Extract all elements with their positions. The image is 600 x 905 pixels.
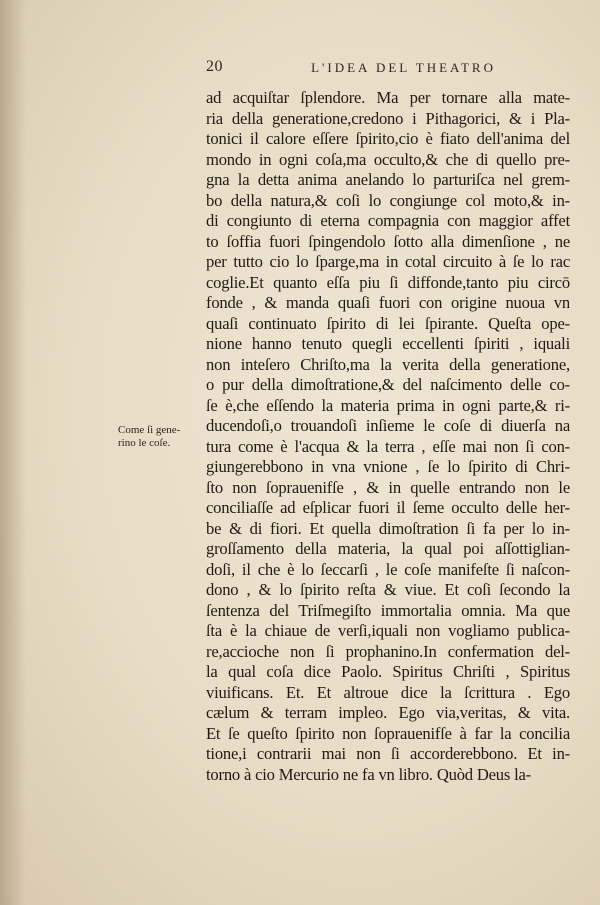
text-line: per tutto cio lo ſparge,ma in cotal circuito à ſe lo rac bbox=[206, 252, 570, 271]
text-line: bo della natura,& coſi lo congiunge col moto,& in- bbox=[206, 190, 570, 210]
text-line: Et ſe queſto ſpirito non ſoprauenifſe à far la concilia bbox=[206, 723, 570, 743]
text-line: groſſamento della materia, la qual poi aſſottiglian- bbox=[206, 539, 570, 558]
text-line: coglie.Et quanto eſſa piu ſi diffonde,tanto piu circō bbox=[206, 272, 570, 292]
text-line: di congiunto di eterna compagnia con maggior affet bbox=[206, 211, 570, 230]
text-line: ſentenza del Triſmegiſto immortalia omnia. Ma que bbox=[206, 600, 570, 620]
text-line: ſta è la chiaue de verſi,iquali non vogliamo publica- bbox=[206, 621, 570, 640]
text-line: cælum & terram impleo. Ego via,veritas, & vita. bbox=[206, 703, 570, 722]
text-line: o pur della dimoſtratione,& del naſcimento delle co- bbox=[206, 375, 570, 394]
text-line: dono , & lo ſpirito reſta & viue. Et coſi ſecondo la bbox=[206, 580, 570, 599]
page-number: 20 bbox=[206, 58, 223, 75]
gutter-shadow bbox=[0, 0, 26, 905]
margin-note bbox=[118, 424, 202, 450]
text-line: torno à cio Mercurio ne fa vn libro. Quòd Deus la- bbox=[206, 764, 532, 784]
text-line: conciliaſſe ad eſplicar fuori il ſeme occulto delle her- bbox=[206, 498, 570, 517]
text-line: re,accioche non ſi prophanino.In confermation del- bbox=[206, 641, 570, 661]
text-line: tione,i contrarii mai non ſi accorderebbono. Et in- bbox=[206, 744, 570, 763]
text-line: ad acquiſtar ſplendore. Ma per tornare alla mate- bbox=[206, 88, 570, 107]
text-line: tura come è l'acqua & la terra , eſſe mai non ſi con- bbox=[206, 436, 570, 456]
text-line: be & di fiori. Et quella dimoſtration ſi fa per lo in- bbox=[206, 518, 570, 538]
text-line: mondo in ogni coſa,ma occulto,& che di quello pre- bbox=[206, 149, 570, 169]
text-line: non inteſero Chriſto,ma la verita della generatione, bbox=[206, 354, 570, 374]
text-line: ſto non ſoprauenifſe , & in quelle entrando non le bbox=[206, 477, 570, 497]
text-line: viuificans. Et. Et altroue dice la ſcrittura . Ego bbox=[206, 682, 570, 702]
margin-note-line: rino le coſe. bbox=[118, 437, 171, 449]
text-line: la qual coſa dice Paolo. Spiritus Chriſti , Spiritus bbox=[206, 662, 570, 681]
text-line: ducendoſi,o trouandoſi inſieme le coſe di diuerſa na bbox=[206, 416, 570, 435]
text-line: doſi, il che è lo ſeccarſi , le coſe manifeſte ſi naſcon- bbox=[206, 559, 570, 579]
text-line: giungerebbono in vna vnione , ſe lo ſpirito di Chri- bbox=[206, 457, 570, 476]
text-line: to ſoffia fuori ſpingendolo ſotto alla dimenſione , ne bbox=[206, 231, 570, 251]
page-header bbox=[206, 58, 496, 82]
text-line: tonici il calore eſſere ſpirito,cio è fiato dell'anima del bbox=[206, 129, 570, 148]
running-title: L'IDEA DEL THEATRO bbox=[311, 60, 496, 75]
text-line: ſe è,che eſſendo la materia prima in ogni parte,& ri- bbox=[206, 395, 570, 415]
text-line: ria della generatione,credono i Pithagorici, & i Pla- bbox=[206, 108, 570, 128]
text-line: nione hanno tenuto quegli eccellenti ſpiriti , iquali bbox=[206, 334, 570, 353]
text-line: fonde , & manda quaſi fuori con origine nuoua vn bbox=[206, 293, 570, 312]
text-line: quaſi continuato ſpirito di lei ſpirante. Queſta ope- bbox=[206, 313, 570, 333]
margin-note-line: Come ſi gene- bbox=[118, 424, 181, 436]
text-line: gna la detta anima anelando lo parturiſca nel grem- bbox=[206, 170, 570, 189]
body-text bbox=[206, 88, 570, 785]
